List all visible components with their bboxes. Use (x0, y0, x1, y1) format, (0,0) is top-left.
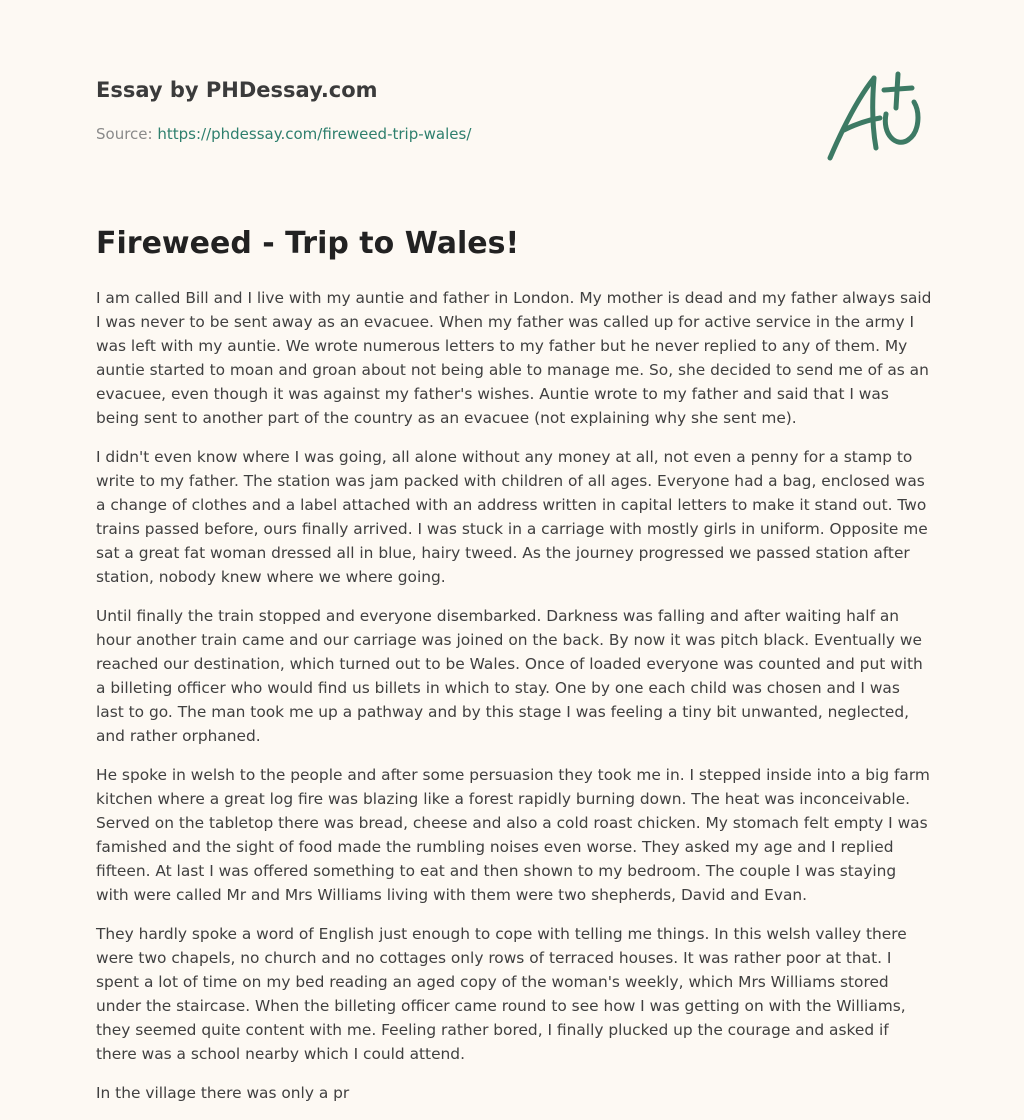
essay-paragraph: Until finally the train stopped and everyone disembarked. Darkness was falling and after waiting half an hour another train came and our carriage was joined on the back. By now it was pitch black. Eventually we reached our destination, which turned out to be Wales. Once of loaded everyone was counted and put with a billeting officer who would find us billets in which to stay. One by one each child was chosen and I was last to go. The man took me up a pathway and by this stage I was feeling a tiny bit unwanted, neglected, and rather orphaned. (96, 607, 923, 745)
essay-body (96, 286, 932, 1120)
site-brand: Essay by PHDessay.com (96, 78, 378, 102)
essay-paragraph: In the village there was only a pr (96, 1084, 350, 1102)
a-plus-logo-icon (822, 68, 926, 164)
page-header (96, 76, 928, 144)
essay-title: Fireweed - Trip to Wales! (96, 226, 520, 261)
essay-paragraph: I didn't even know where I was going, all alone without any money at all, not even a penny for a stamp to write to my father. The station was jam packed with children of all ages. Everyone had a bag, enclosed was a change of clothes and a label attached with an address written in capital letters to make it stand out. Two trains passed before, ours finally arrived. I was stuck in a carriage with mostly girls in uniform. Opposite me sat a great fat woman dressed all in blue, hairy tweed. As the journey progressed we passed station after station, nobody knew where we where going. (96, 448, 928, 586)
essay-paragraph: I am called Bill and I live with my auntie and father in London. My mother is dead and my father always said I was never to be sent away as an evacuee. When my father was called up for active service in the army I was left with my auntie. We wrote numerous letters to my father but he never replied to any of them. My auntie started to moan and groan about not being able to manage me. So, she decided to send me of as an evacuee, even though it was against my father's wishes. Auntie wrote to my father and said that I was being sent to another part of the country as an evacuee (not explaining why she sent me). (96, 289, 932, 427)
source-link[interactable]: https://phdessay.com/fireweed-trip-wales/ (157, 125, 472, 143)
source-label: Source: (96, 125, 153, 143)
essay-paragraph: He spoke in welsh to the people and after some persuasion they took me in. I stepped inside into a big farm kitchen where a great log fire was blazing like a forest rapidly burning down. The heat was inconceivable. Served on the tabletop there was bread, cheese and also a cold roast chicken. My stomach felt empty I was famished and the sight of food made the rumbling noises even worse. They asked my age and I replied fifteen. At last I was offered something to eat and then shown to my bedroom. The couple I was staying with were called Mr and Mrs Williams living with them were two shepherds, David and Evan. (96, 766, 930, 904)
essay-paragraph: They hardly spoke a word of English just enough to cope with telling me things. In this welsh valley there were two chapels, no church and no cottages only rows of terraced houses. It was rather poor at that. I spent a lot of time on my bed reading an aged copy of the woman's weekly, which Mrs Williams stored under the staircase. When the billeting officer came round to see how I was getting on with the Williams, they seemed quite content with me. Feeling rather bored, I finally plucked up the courage and asked if there was a school nearby which I could attend. (96, 925, 907, 1063)
source-line (96, 124, 928, 144)
